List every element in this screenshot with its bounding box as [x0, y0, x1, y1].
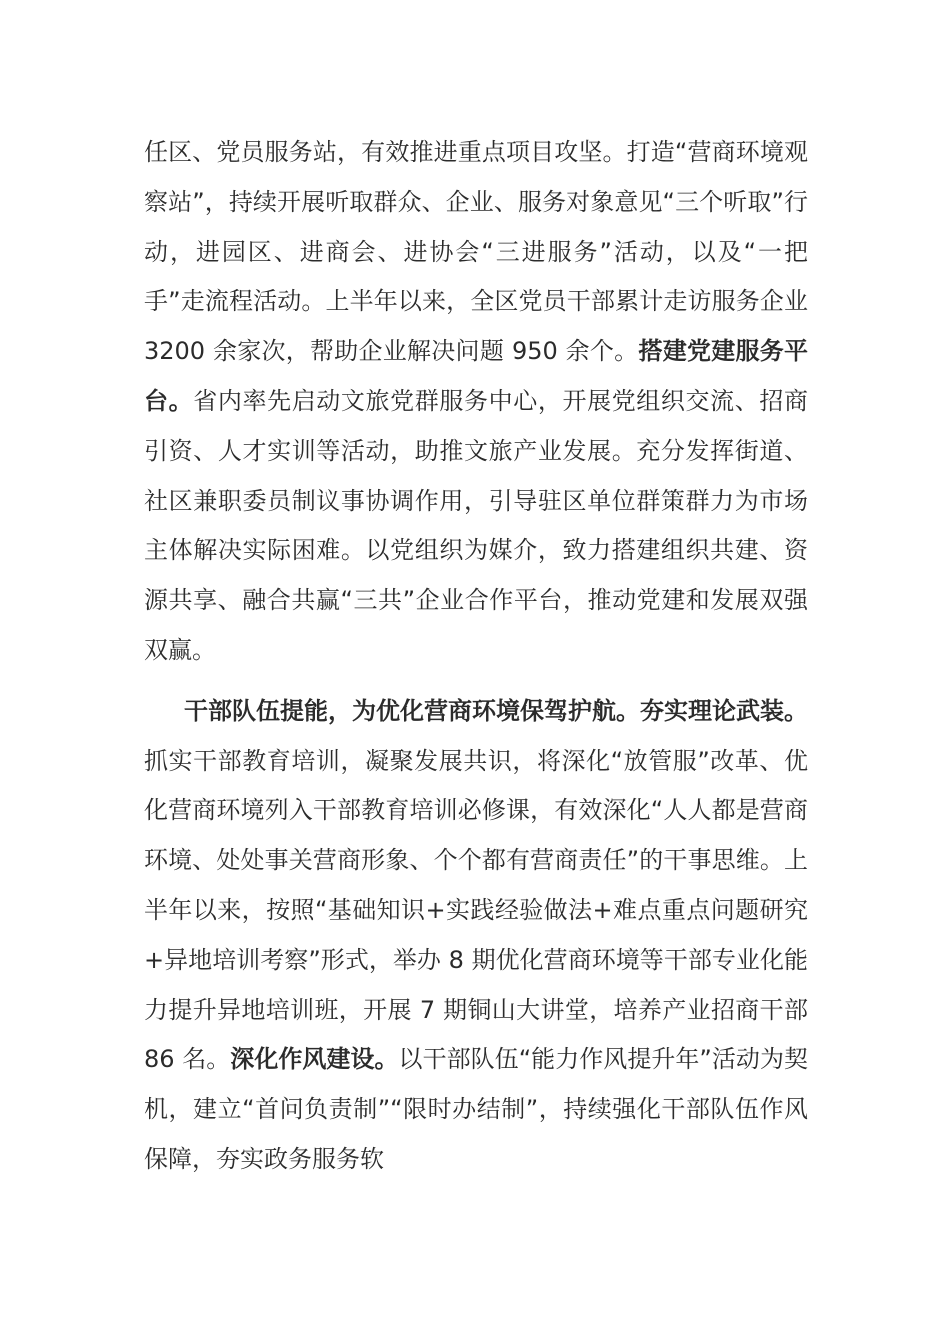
paragraph-text: 省内率先启动文旅党群服务中心，开展党组织交流、招商引资、人才实训等活动，助推文旅产业发展。充分发挥街道、社区兼职委员制议事协调作用，引导驻区单位群策群力为市场主体解决实际困难。以党组织为媒介，致力搭建组织共建、资源共享、融合共赢“三共”企业合作平台，推动党建和发展双强双赢。	[144, 386, 809, 664]
paragraph-text: 任区、党员服务站，有效推进重点项目攻坚。打造“营商环境观察站”，持续开展听取群众、企业、服务对象意见“三个听取”行动，进园区、进商会、进协会“三进服务”活动，以及“一把手”走流程活动。上半年以来，全区党员干部累计走访服务企业 3200 余家次，帮助企业解决问题 950 余个。	[144, 138, 808, 366]
section-heading: 深化作风建设。	[230, 1045, 399, 1074]
section-heading: 干部队伍提能，为优化营商环境保驾护航。夯实理论武装。	[184, 696, 808, 725]
section-heading: 搭建党建服务平台。	[144, 337, 808, 415]
document-body	[144, 128, 808, 1185]
paragraph-text: 抓实干部教育培训，凝聚发展共识，将深化“放管服”改革、优化营商环境列入干部教育培训必修课，有效深化“人人都是营商环境、处处事关营商形象、个个都有营商责任”的干事思维。上半年以来，按照“基础知识+实践经验做法+难点重点问题研究+异地培训考察”形式，举办 8 期优化营商环境等干部专业化能力提升异地培训班，开展 7 期铜山大讲堂，培养产业招商干部 86 名。	[144, 746, 808, 1074]
paragraph-party-service	[144, 128, 808, 676]
paragraph-text: 以干部队伍“能力作风提升年”活动为契机，建立“首问负责制”“限时办结制”，持续强化干部队伍作风保障，夯实政务服务软	[144, 1045, 808, 1173]
paragraph-cadre-team	[144, 687, 808, 1185]
